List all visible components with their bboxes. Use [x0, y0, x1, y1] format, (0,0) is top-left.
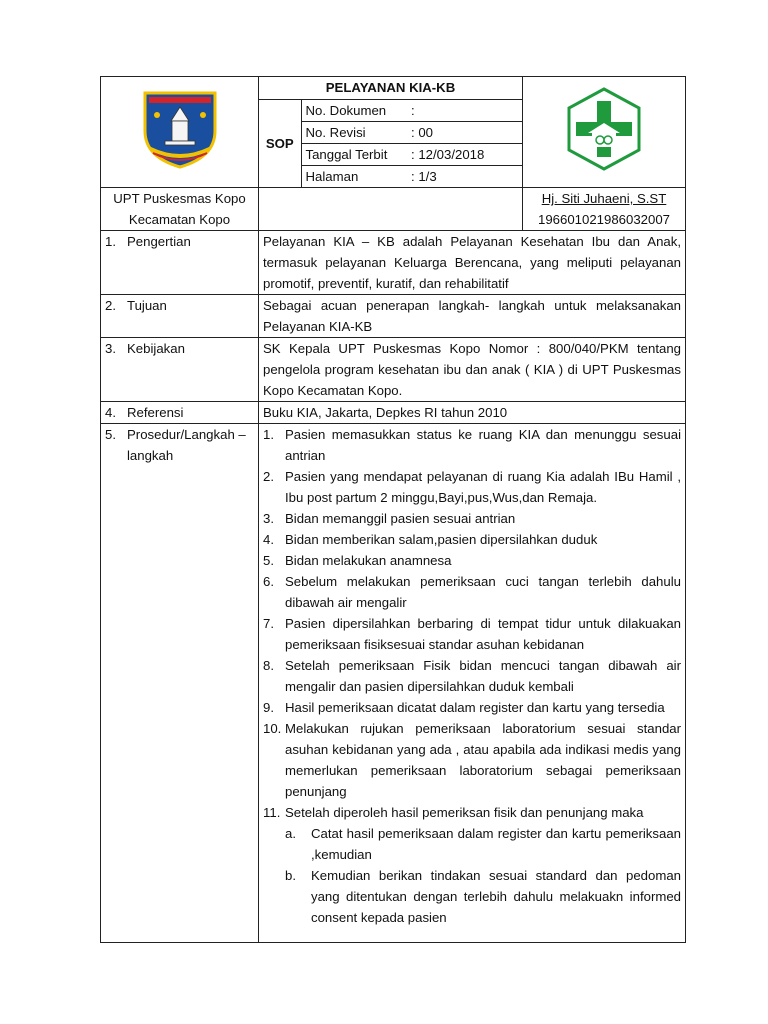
kebijakan-label: Kebijakan — [127, 341, 185, 356]
pengertian-text: Pelayanan KIA – KB adalah Pelayanan Kesehatan Ibu dan Anak, termasuk pelayanan Keluarga Berencana, yang meliputi pelayanan promotif, preventif, kuratif, dan rehabilitatif — [259, 231, 686, 295]
step-text: Bidan memberikan salam,pasien dipersilahkan duduk — [285, 532, 598, 547]
step-number: 3. — [263, 511, 274, 526]
step-text: Setelah diperoleh hasil pemeriksan fisik dan penunjang maka — [285, 805, 644, 820]
step-number: 1. — [263, 427, 274, 442]
signer-cell — [523, 188, 686, 231]
puskesmas-logo-cell — [523, 77, 686, 188]
signer-nip: 196601021986032007 — [537, 212, 671, 227]
meta-label-tanggal: Tanggal Terbit — [301, 144, 407, 166]
prosedur-label-cell — [101, 424, 259, 943]
step-number: 11. — [263, 805, 281, 820]
kebijakan-label-cell — [101, 338, 259, 402]
sop-label: SOP — [259, 100, 301, 187]
step-number: 9. — [263, 700, 274, 715]
pengertian-label-cell — [101, 231, 259, 295]
step-text: Hasil pemeriksaan dicatat dalam register dan kartu yang tersedia — [285, 700, 665, 715]
org-district: Kecamatan Kopo — [128, 212, 231, 227]
procedure-step — [263, 550, 681, 571]
tujuan-text: Sebagai acuan penerapan langkah- langkah untuk melaksanakan Pelayanan KIA-KB — [259, 295, 686, 338]
procedure-step — [263, 571, 681, 613]
meta-label-revisi: No. Revisi — [301, 122, 407, 144]
procedure-step — [263, 529, 681, 550]
substep-letter: a. — [285, 826, 296, 841]
puskesmas-logo-icon — [562, 87, 646, 171]
prosedur-cell — [259, 424, 686, 943]
meta-value-halaman: : 1/3 — [411, 169, 437, 184]
kebijakan-text: SK Kepala UPT Puskesmas Kopo Nomor : 800/040/PKM tentang pengelola program kesehatan ibu dan anak ( KIA ) di UPT Puskesmas Kopo Kecamatan Kopo. — [259, 338, 686, 402]
page-title: PELAYANAN KIA-KB — [259, 77, 522, 100]
procedure-substep — [263, 823, 681, 865]
referensi-label-cell — [101, 402, 259, 424]
substep-letter: b. — [285, 868, 296, 883]
procedure-step — [263, 802, 681, 823]
pengertian-num: 1. — [105, 234, 116, 249]
procedure-step — [263, 655, 681, 697]
step-number: 8. — [263, 658, 274, 673]
tujuan-label-cell — [101, 295, 259, 338]
prosedur-label: Prosedur/Langkah – langkah — [127, 427, 246, 463]
meta-value-dokumen: : — [407, 100, 522, 122]
step-text: Melakukan rujukan pemeriksaan laboratorium sesuai standar asuhan kebidanan yang ada , atau apabila ada indikasi medis yang memerlukan pemeriksaan laboratorium sebagai pemeriksaan penunjang — [285, 721, 681, 799]
referensi-num: 4. — [105, 405, 116, 420]
regency-emblem-cell — [101, 77, 259, 188]
procedure-step — [263, 424, 681, 466]
procedure-step — [263, 613, 681, 655]
step-number: 2. — [263, 469, 274, 484]
sop-table — [100, 76, 686, 943]
step-text: Pasien memasukkan status ke ruang KIA dan menunggu sesuai antrian — [285, 427, 681, 463]
pengertian-label: Pengertian — [127, 234, 191, 249]
referensi-text: Buku KIA, Jakarta, Depkes RI tahun 2010 — [259, 402, 686, 424]
procedure-step — [263, 718, 681, 802]
kebijakan-num: 3. — [105, 341, 116, 356]
meta-label-halaman: Halaman — [305, 169, 359, 184]
sop-document — [100, 76, 685, 943]
step-text: Pasien dipersilahkan berbaring di tempat tidur untuk dilakuakan pemeriksaan fisiksesuai standar asuhan kebidanan — [285, 616, 681, 652]
prosedur-num: 5. — [105, 427, 116, 442]
step-text: Sebelum melakukan pemeriksaan cuci tangan terlebih dahulu dibawah air mengalir — [285, 574, 681, 610]
procedure-substep — [263, 865, 681, 928]
step-number: 10. — [263, 721, 282, 736]
org-middle-cell — [259, 188, 523, 231]
meta-value-revisi: : 00 — [407, 122, 522, 144]
step-number: 6. — [263, 574, 274, 589]
substep-text: Kemudian berikan tindakan sesuai standard dan pedoman yang ditentukan dengan terlebih dahulu melakuakn informed consent kepada pasien — [311, 868, 681, 925]
step-number: 5. — [263, 553, 274, 568]
procedure-step — [263, 508, 681, 529]
procedure-steps — [263, 424, 681, 823]
step-text: Bidan melakukan anamnesa — [285, 553, 452, 568]
step-text: Pasien yang mendapat pelayanan di ruang Kia adalah IBu Hamil , Ibu post partum 2 minggu,Bayi,pus,Wus,dan Remaja. — [285, 469, 681, 505]
procedure-substeps — [263, 823, 681, 928]
substep-text: Catat hasil pemeriksaan dalam register dan kartu pemeriksaan ,kemudian — [311, 826, 681, 862]
referensi-label: Referensi — [127, 405, 184, 420]
step-number: 4. — [263, 532, 274, 547]
meta-value-tanggal: : 12/03/2018 — [407, 144, 522, 166]
procedure-step — [263, 697, 681, 718]
org-cell — [101, 188, 259, 231]
step-number: 7. — [263, 616, 274, 631]
step-text: Setelah pemeriksaan Fisik bidan mencuci tangan dibawah air mengalir dan pasien dipersilahkan duduk kembali — [285, 658, 681, 694]
org-name: UPT Puskesmas Kopo — [113, 191, 246, 206]
header-center-cell — [259, 77, 523, 188]
procedure-step — [263, 466, 681, 508]
step-text: Bidan memanggil pasien sesuai antrian — [285, 511, 516, 526]
doc-meta-table — [259, 100, 522, 187]
tujuan-label: Tujuan — [127, 298, 167, 313]
tujuan-num: 2. — [105, 298, 116, 313]
regency-emblem-icon — [139, 87, 221, 171]
signer-name: Hj. Siti Juhaeni, S.ST — [541, 191, 667, 206]
meta-label-dokumen: No. Dokumen — [301, 100, 407, 122]
